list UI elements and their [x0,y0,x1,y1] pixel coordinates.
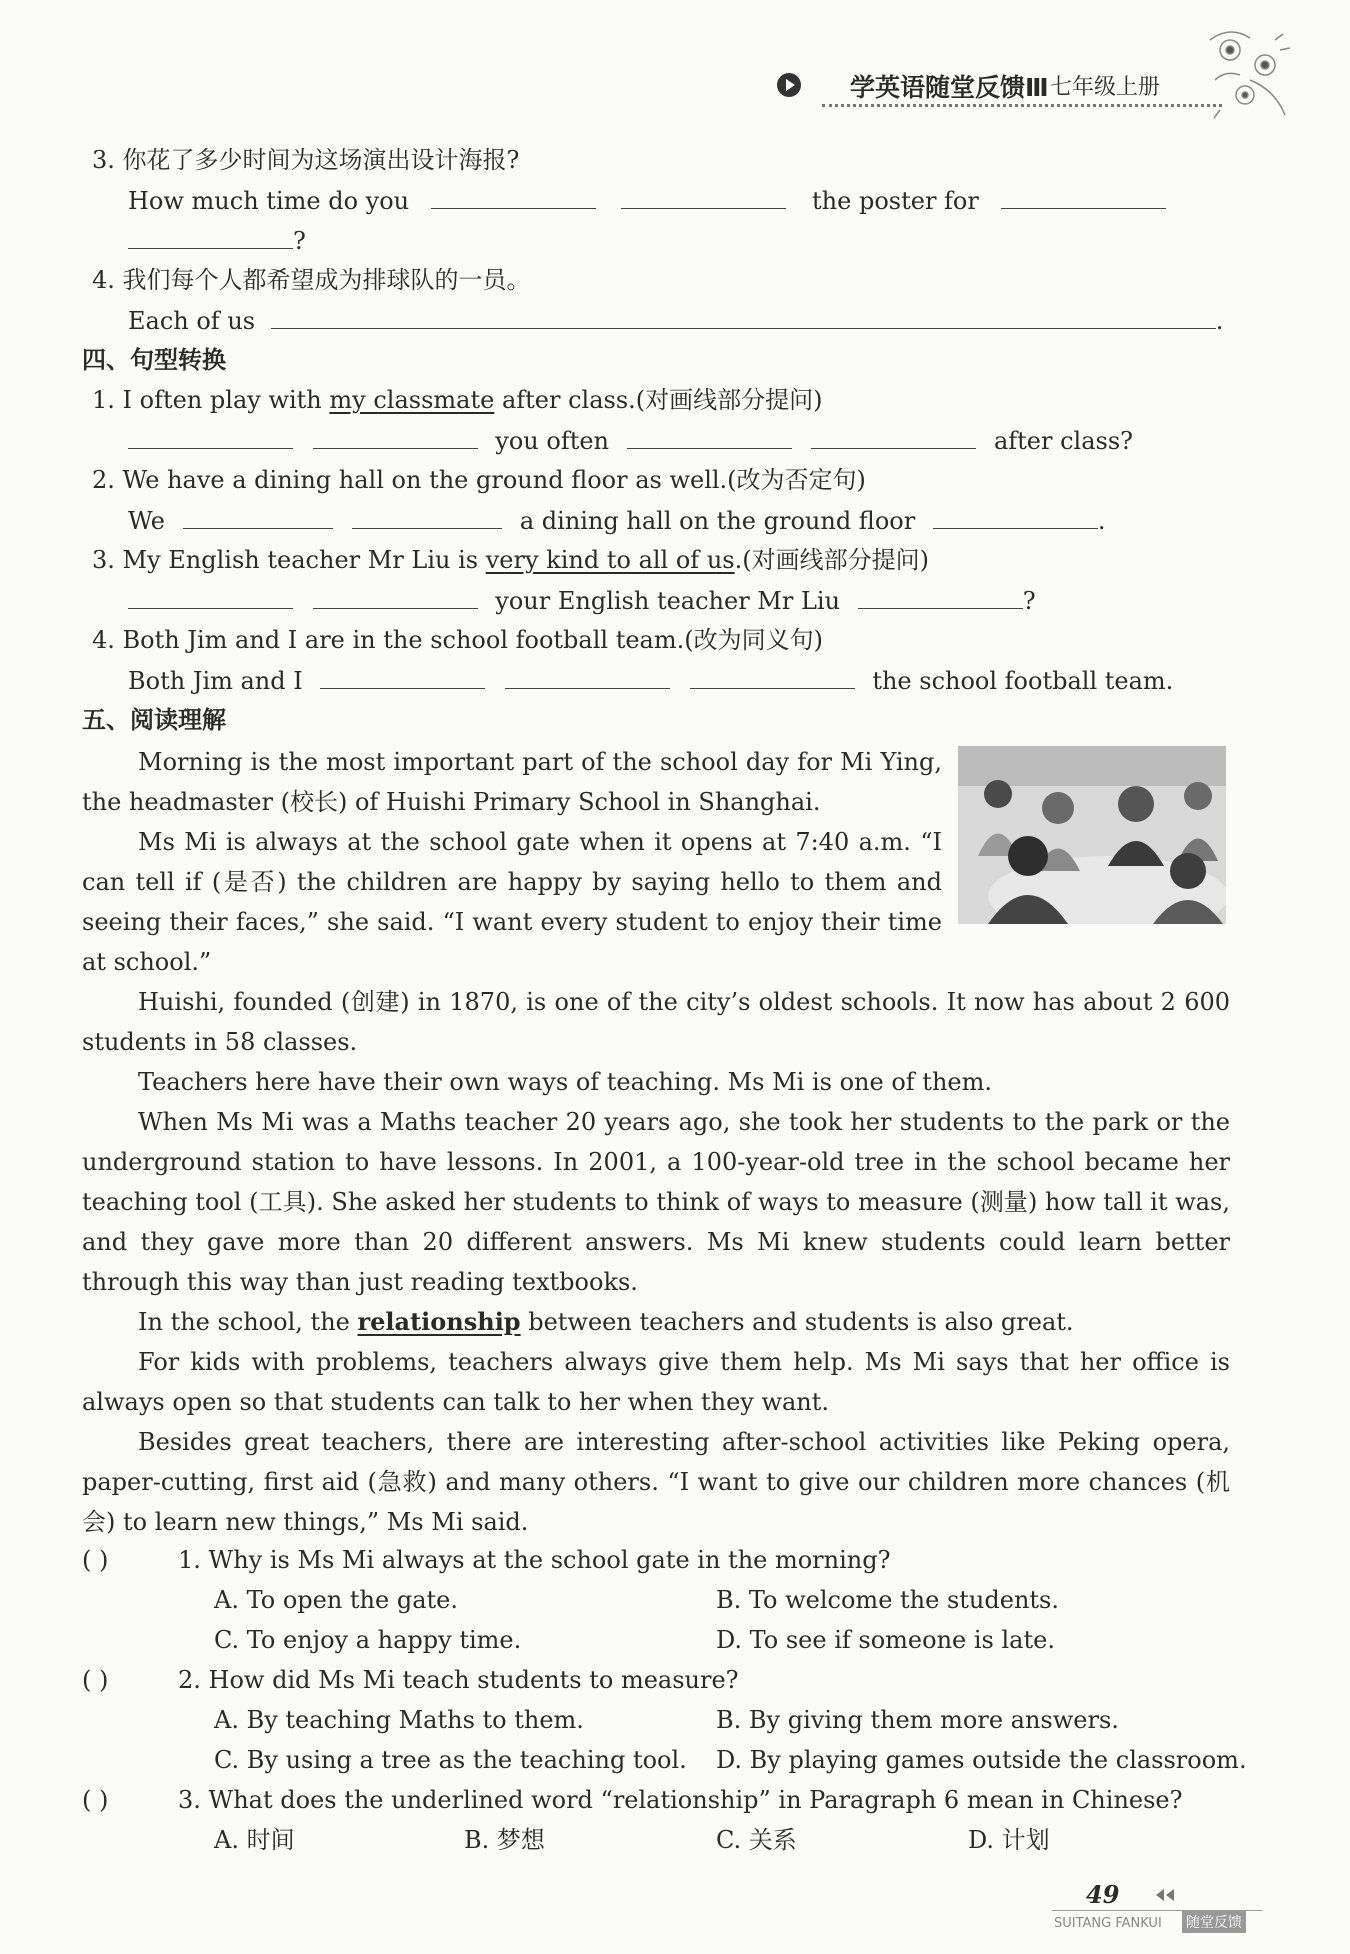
q2-option-c: C. By using a tree as the teaching tool. [214,1746,687,1774]
paragraph-8: Besides great teachers, there are interesting after-school activities like Peking opera, paper-cutting, first aid (急救) and many others. “I want to give our children more chances (机会) to learn new things,” Ms Mi said. [82,1428,1230,1536]
s4-q3: 3. My English teacher Mr Liu is very kind to all of us.(对画线部分提问) [92,546,929,574]
answer-blank[interactable] [313,584,478,609]
s4-q3-answer: your English teacher Mr Liu ? [128,584,1036,617]
q3-option-b: B. 梦想 [464,1826,545,1854]
underlined-phrase: my classmate [329,386,495,414]
answer-blank[interactable] [621,184,786,209]
answer-blank[interactable] [431,184,596,209]
answer-blank[interactable] [933,504,1098,529]
q1-option-a: A. To open the gate. [214,1586,458,1614]
q2-option-b: B. By giving them more answers. [716,1706,1119,1734]
paragraph-3: Huishi, founded (创建) in 1870, is one of the city’s oldest schools. It now has about 2 600 students in 58 classes. [82,988,1230,1056]
answer-blank[interactable] [313,424,478,449]
q3-option-d: D. 计划 [968,1826,1050,1854]
s4-q1-answer: you often after class? [128,424,1133,457]
paragraph-4: Teachers here have their own ways of teaching. Ms Mi is one of them. [138,1068,992,1096]
footer-brand-en: SUITANG FANKUI [1054,1916,1162,1931]
page-number: 49 [1086,1880,1120,1909]
flower-decoration-icon [1190,20,1300,130]
paragraph-2: Ms Mi is always at the school gate when it opens at 7:40 a.m. “I can tell if (是否) the children are happy by saying hello to them and seeing their faces,” she said. “I want every student to enjoy their time at school.” [82,828,942,976]
paragraph-1: Morning is the most important part of the school day for Mi Ying, the headmaster (校长) of Huishi Primary School in Shanghai. [82,748,942,816]
trans-q3-zh: 3. 你花了多少时间为这场演出设计海报? [92,146,520,174]
header-title: 学英语随堂反馈Ⅲ [850,73,1049,102]
q3-option-c: C. 关系 [716,1826,797,1854]
s4-q2: 2. We have a dining hall on the ground floor as well.(改为否定句) [92,466,866,494]
header-dotted-rule [822,104,1222,107]
answer-blank[interactable] [128,224,293,249]
question-3-stem: 3. What does the underlined word “relationship” in Paragraph 6 mean in Chinese? [178,1786,1183,1814]
answer-blank[interactable] [271,304,1216,329]
reading-passage [82,742,1230,1542]
question-3-paren[interactable]: ( ) [82,1786,109,1814]
answer-blank[interactable] [352,504,502,529]
section-4-title: 四、句型转换 [82,346,226,374]
s4-q1: 1. I often play with my classmate after class.(对画线部分提问) [92,386,823,414]
s4-q2-answer: We a dining hall on the ground floor . [128,504,1105,537]
answer-blank[interactable] [128,584,293,609]
question-2-paren[interactable]: ( ) [82,1666,109,1694]
q1-option-b: B. To welcome the students. [716,1586,1059,1614]
paragraph-6: In the school, the relationship between teachers and students is also great. [138,1307,1074,1336]
trans-q3-en: How much time do you the poster for [128,184,1166,217]
answer-blank[interactable] [858,584,1023,609]
question-1-stem: 1. Why is Ms Mi always at the school gate in the morning? [178,1546,891,1574]
s4-q4: 4. Both Jim and I are in the school football team.(改为同义句) [92,626,823,654]
answer-blank[interactable] [627,424,792,449]
q1-option-d: D. To see if someone is late. [716,1626,1055,1654]
header-grade: 七年级上册 [1050,75,1161,100]
q2-option-a: A. By teaching Maths to them. [214,1706,584,1734]
paragraph-7: For kids with problems, teachers always give them help. Ms Mi says that her office is always open so that students can talk to her when they want. [82,1348,1230,1416]
section-5-title: 五、阅读理解 [82,706,226,734]
answer-blank[interactable] [1001,184,1166,209]
answer-blank[interactable] [320,664,485,689]
play-icon [776,72,802,98]
page-header [770,60,1230,110]
question-2-stem: 2. How did Ms Mi teach students to measure? [178,1666,739,1694]
q2-option-d: D. By playing games outside the classroom. [716,1746,1247,1774]
answer-blank[interactable] [690,664,855,689]
q3-option-a: A. 时间 [214,1826,295,1854]
s4-q4-answer: Both Jim and I the school football team. [128,664,1173,697]
underlined-phrase: very kind to all of us [485,546,735,574]
trans-q3-en-cont: ? [128,224,306,257]
underlined-word: relationship [357,1307,521,1336]
answer-blank[interactable] [183,504,333,529]
trans-q4-zh: 4. 我们每个人都希望成为排球队的一员。 [92,266,531,294]
paragraph-5: When Ms Mi was a Maths teacher 20 years ago, she took her students to the park or the underground station to have lessons. In 2001, a 100-year-old tree in the school became her teaching tool (工具). She asked her students to think of ways to measure (测量) how tall it was, and they gave more than 20 different answers. Ms Mi knew students could learn better through this way than just reading textbooks. [82,1108,1230,1296]
rewind-arrows-icon [1152,1888,1176,1902]
answer-blank[interactable] [128,424,293,449]
q1-option-c: C. To enjoy a happy time. [214,1626,522,1654]
trans-q4-en: Each of us . [128,304,1223,337]
answer-blank[interactable] [505,664,670,689]
footer-brand-zh: 随堂反馈 [1182,1911,1246,1933]
answer-blank[interactable] [811,424,976,449]
question-1-paren[interactable]: ( ) [82,1546,109,1574]
